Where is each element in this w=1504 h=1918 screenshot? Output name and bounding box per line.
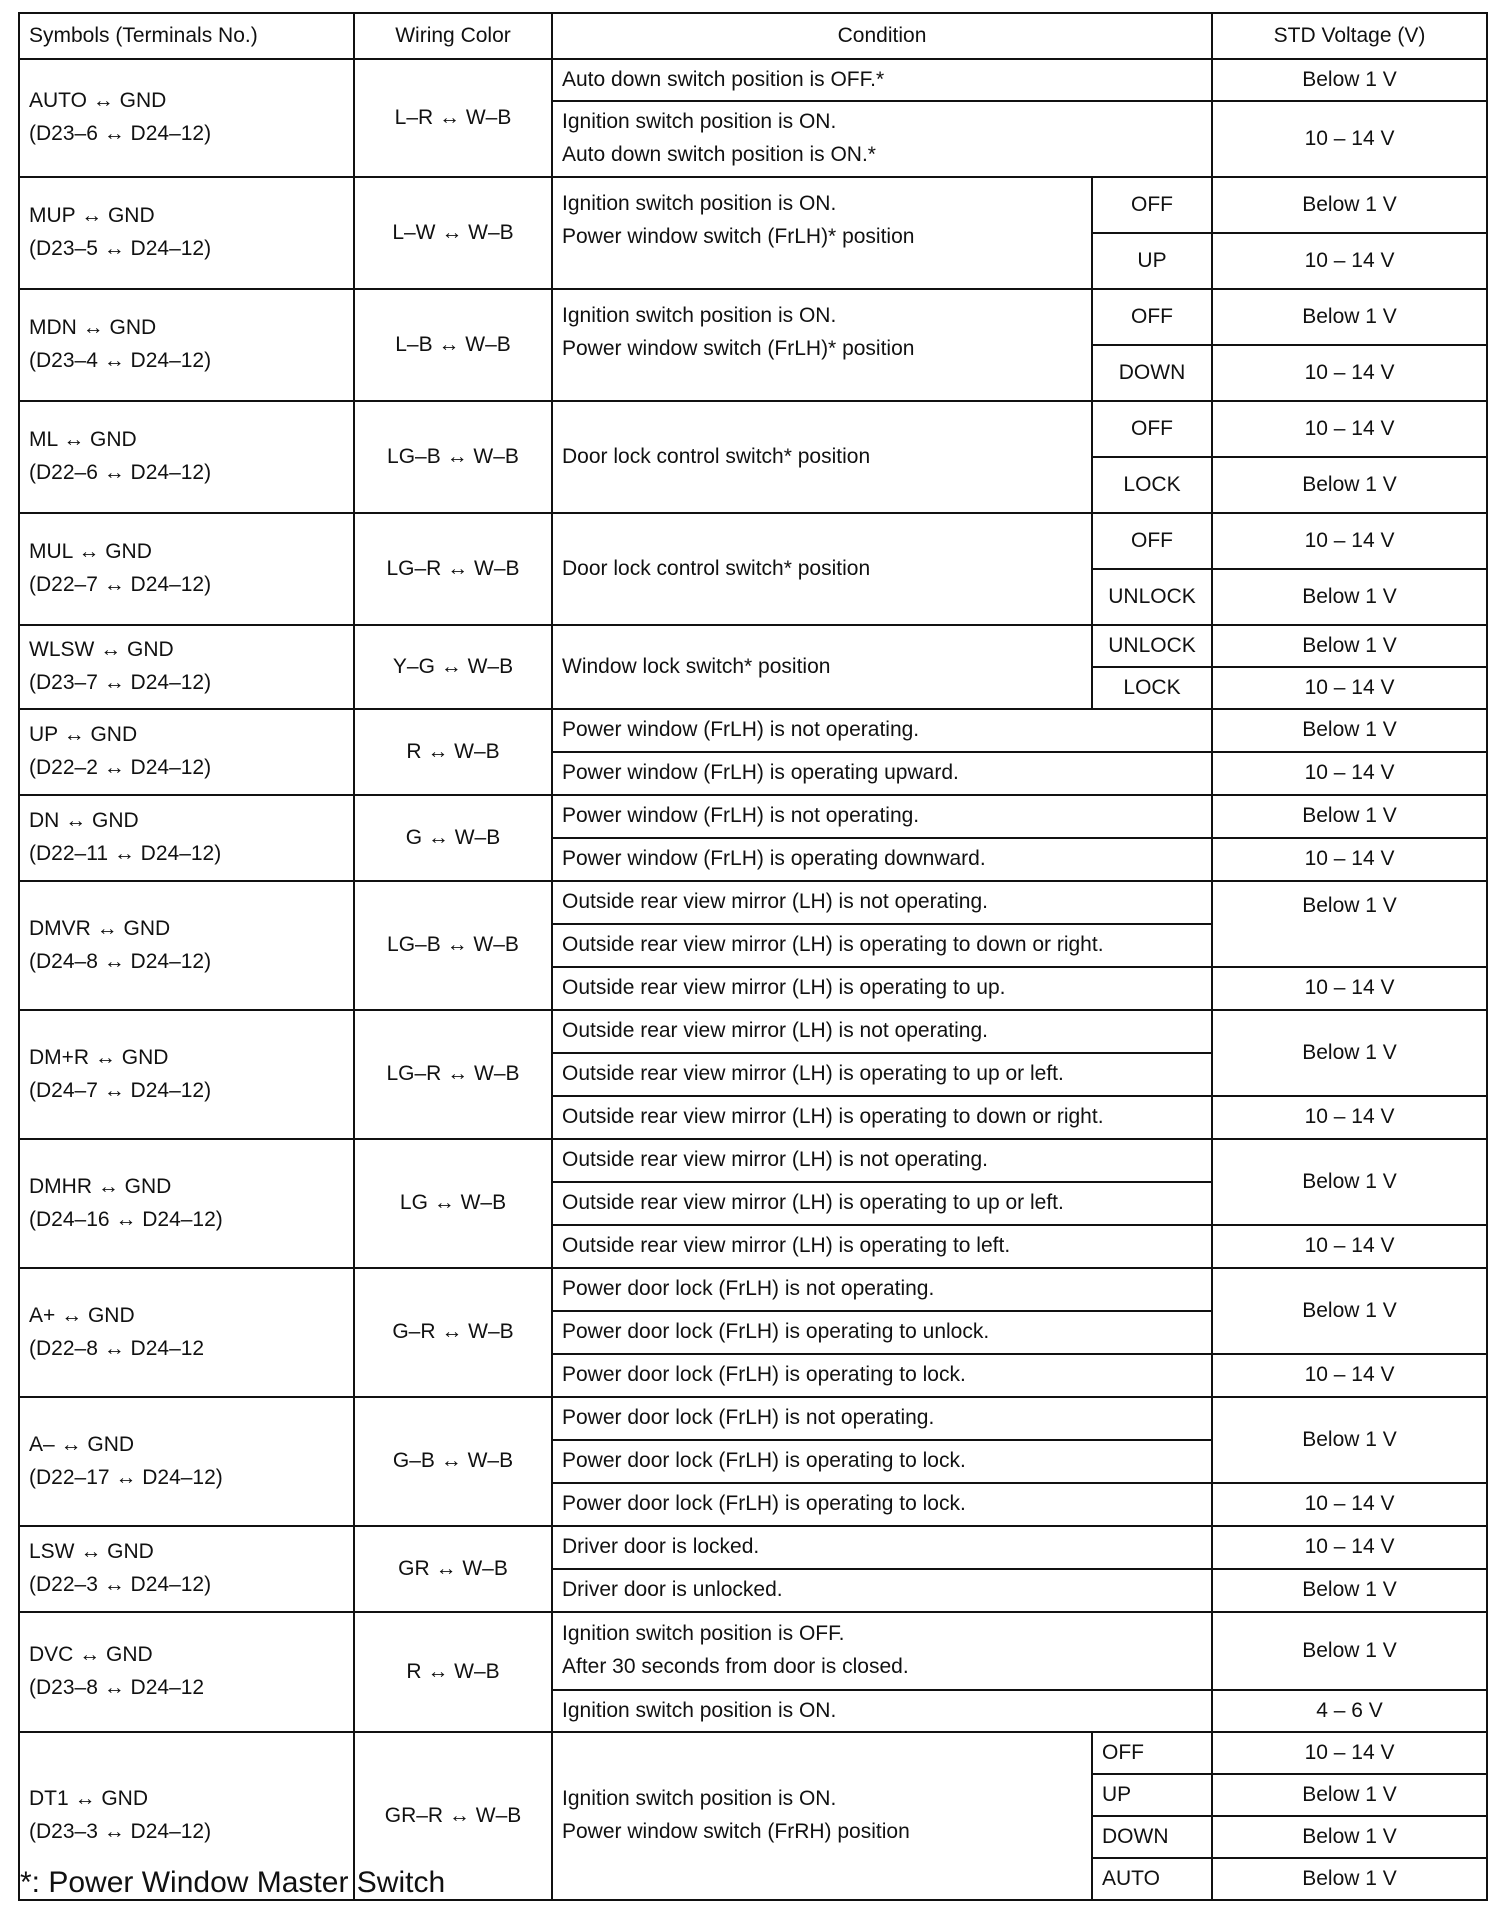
condition-cell: Driver door is unlocked. (552, 1569, 1212, 1612)
condition-cell: Power window (FrLH) is not operating. (552, 795, 1212, 838)
voltage-cell: 10 – 14 V (1212, 401, 1487, 457)
position-cell: DOWN (1092, 1816, 1212, 1858)
voltage-cell: Below 1 V (1212, 881, 1487, 967)
condition-cell: Outside rear view mirror (LH) is operating to up. (552, 967, 1212, 1010)
table-row (19, 177, 1487, 233)
voltage-cell: Below 1 V (1212, 1569, 1487, 1612)
table-row (19, 289, 1487, 345)
wiring-cell: R ↔ W–B (354, 709, 552, 795)
voltage-cell: Below 1 V (1212, 625, 1487, 667)
wiring-cell: LG ↔ W–B (354, 1139, 552, 1268)
wiring-cell: LG–R ↔ W–B (354, 513, 552, 625)
symbol-cell: AUTO ↔ GND (D23–6 ↔ D24–12) (19, 59, 354, 177)
header-condition: Condition (552, 13, 1212, 59)
voltage-cell: Below 1 V (1212, 1858, 1487, 1900)
position-cell: UP (1092, 1774, 1212, 1816)
condition-cell: Power door lock (FrLH) is operating to lock. (552, 1354, 1212, 1397)
condition-cell: Power door lock (FrLH) is operating to lock. (552, 1483, 1212, 1526)
table-row (19, 59, 1487, 101)
position-cell: UNLOCK (1092, 569, 1212, 625)
condition-cell: Outside rear view mirror (LH) is operating to up or left. (552, 1182, 1212, 1225)
voltage-cell: 10 – 14 V (1212, 1225, 1487, 1268)
voltage-cell: 10 – 14 V (1212, 752, 1487, 795)
voltage-cell: Below 1 V (1212, 795, 1487, 838)
position-cell: UP (1092, 233, 1212, 289)
wiring-cell: L–R ↔ W–B (354, 59, 552, 177)
voltage-cell: 10 – 14 V (1212, 101, 1487, 177)
voltage-cell: 4 – 6 V (1212, 1690, 1487, 1732)
symbol-cell: ML ↔ GND (D22–6 ↔ D24–12) (19, 401, 354, 513)
position-cell: UNLOCK (1092, 625, 1212, 667)
wiring-cell: G–B ↔ W–B (354, 1397, 552, 1526)
condition-cell: Outside rear view mirror (LH) is operating to down or right. (552, 1096, 1212, 1139)
condition-cell: Outside rear view mirror (LH) is not operating. (552, 1139, 1212, 1182)
voltage-cell: 10 – 14 V (1212, 233, 1487, 289)
table-row (19, 795, 1487, 838)
voltage-cell: Below 1 V (1212, 709, 1487, 752)
symbol-cell: UP ↔ GND (D22–2 ↔ D24–12) (19, 709, 354, 795)
voltage-cell: Below 1 V (1212, 1397, 1487, 1483)
condition-cell: Auto down switch position is OFF.* (552, 59, 1212, 101)
header-row (19, 13, 1487, 59)
voltage-cell: 10 – 14 V (1212, 1732, 1487, 1774)
condition-cell: Door lock control switch* position (552, 401, 1092, 513)
symbol-cell: DMHR ↔ GND (D24–16 ↔ D24–12) (19, 1139, 354, 1268)
header-symbols: Symbols (Terminals No.) (19, 13, 354, 59)
wiring-cell: LG–B ↔ W–B (354, 881, 552, 1010)
table-row (19, 1268, 1487, 1311)
voltage-cell: Below 1 V (1212, 1268, 1487, 1354)
symbol-cell: DMVR ↔ GND (D24–8 ↔ D24–12) (19, 881, 354, 1010)
voltage-cell: Below 1 V (1212, 457, 1487, 513)
condition-cell: Ignition switch position is ON. Power window switch (FrLH)* position (552, 177, 1092, 289)
condition-cell: Outside rear view mirror (LH) is operating to down or right. (552, 924, 1212, 967)
footnote: *: Power Window Master Switch (20, 1866, 446, 1899)
table-row (19, 1732, 1487, 1774)
wiring-cell: GR ↔ W–B (354, 1526, 552, 1612)
voltage-cell: 10 – 14 V (1212, 1526, 1487, 1569)
wiring-cell: R ↔ W–B (354, 1612, 552, 1732)
symbol-cell: A– ↔ GND (D22–17 ↔ D24–12) (19, 1397, 354, 1526)
symbol-cell: MUL ↔ GND (D22–7 ↔ D24–12) (19, 513, 354, 625)
position-cell: OFF (1092, 1732, 1212, 1774)
condition-cell: Ignition switch position is ON. Auto down switch position is ON.* (552, 101, 1212, 177)
condition-cell: Power door lock (FrLH) is operating to unlock. (552, 1311, 1212, 1354)
header-std-voltage: STD Voltage (V) (1212, 13, 1487, 59)
wiring-cell: L–B ↔ W–B (354, 289, 552, 401)
symbol-cell: DN ↔ GND (D22–11 ↔ D24–12) (19, 795, 354, 881)
condition-cell: Ignition switch position is ON. (552, 1690, 1212, 1732)
symbol-cell: MUP ↔ GND (D23–5 ↔ D24–12) (19, 177, 354, 289)
position-cell: OFF (1092, 513, 1212, 569)
condition-cell: Power door lock (FrLH) is operating to lock. (552, 1440, 1212, 1483)
symbol-cell: DT1 ↔ GND (D23–3 ↔ D24–12) (19, 1732, 354, 1900)
condition-cell: Ignition switch position is OFF. After 30 seconds from door is closed. (552, 1612, 1212, 1690)
condition-cell: Power door lock (FrLH) is not operating. (552, 1397, 1212, 1440)
table-row (19, 709, 1487, 752)
symbol-cell: A+ ↔ GND (D22–8 ↔ D24–12 (19, 1268, 354, 1397)
table-row (19, 401, 1487, 457)
voltage-cell: 10 – 14 V (1212, 1483, 1487, 1526)
table-row (19, 1612, 1487, 1690)
position-cell: DOWN (1092, 345, 1212, 401)
condition-cell: Outside rear view mirror (LH) is operating to left. (552, 1225, 1212, 1268)
table-row (19, 1526, 1487, 1569)
voltage-cell: 10 – 14 V (1212, 1354, 1487, 1397)
symbol-cell: LSW ↔ GND (D22–3 ↔ D24–12) (19, 1526, 354, 1612)
voltage-cell: 10 – 14 V (1212, 967, 1487, 1010)
position-cell: OFF (1092, 177, 1212, 233)
condition-cell: Power window (FrLH) is operating downward. (552, 838, 1212, 881)
condition-cell: Ignition switch position is ON. Power window switch (FrLH)* position (552, 289, 1092, 401)
table-row (19, 1139, 1487, 1182)
symbol-cell: MDN ↔ GND (D23–4 ↔ D24–12) (19, 289, 354, 401)
wiring-cell: Y–G ↔ W–B (354, 625, 552, 709)
voltage-cell: Below 1 V (1212, 1816, 1487, 1858)
wiring-cell: GR–R ↔ W–B (354, 1732, 552, 1900)
position-cell: LOCK (1092, 457, 1212, 513)
terminal-voltage-table (18, 12, 1488, 1901)
symbol-cell: DM+R ↔ GND (D24–7 ↔ D24–12) (19, 1010, 354, 1139)
voltage-cell: Below 1 V (1212, 1139, 1487, 1225)
header-wiring-color: Wiring Color (354, 13, 552, 59)
voltage-cell: 10 – 14 V (1212, 838, 1487, 881)
wiring-cell: G–R ↔ W–B (354, 1268, 552, 1397)
condition-cell: Driver door is locked. (552, 1526, 1212, 1569)
voltage-cell: 10 – 14 V (1212, 345, 1487, 401)
condition-cell: Power door lock (FrLH) is not operating. (552, 1268, 1212, 1311)
condition-cell: Power window (FrLH) is operating upward. (552, 752, 1212, 795)
wiring-cell: LG–R ↔ W–B (354, 1010, 552, 1139)
voltage-cell: Below 1 V (1212, 1010, 1487, 1096)
table-row (19, 513, 1487, 569)
wiring-cell: L–W ↔ W–B (354, 177, 552, 289)
position-cell: OFF (1092, 289, 1212, 345)
wiring-cell: G ↔ W–B (354, 795, 552, 881)
condition-cell: Outside rear view mirror (LH) is not operating. (552, 1010, 1212, 1053)
voltage-cell: Below 1 V (1212, 569, 1487, 625)
condition-cell: Door lock control switch* position (552, 513, 1092, 625)
voltage-cell: Below 1 V (1212, 289, 1487, 345)
position-cell: AUTO (1092, 1858, 1212, 1900)
position-cell: LOCK (1092, 667, 1212, 709)
table-row (19, 881, 1487, 924)
voltage-cell: 10 – 14 V (1212, 1096, 1487, 1139)
condition-cell: Window lock switch* position (552, 625, 1092, 709)
voltage-cell: Below 1 V (1212, 1612, 1487, 1690)
table-row (19, 1010, 1487, 1053)
wiring-cell: LG–B ↔ W–B (354, 401, 552, 513)
condition-cell: Ignition switch position is ON. Power window switch (FrRH) position (552, 1732, 1092, 1900)
symbol-cell: WLSW ↔ GND (D23–7 ↔ D24–12) (19, 625, 354, 709)
voltage-cell: Below 1 V (1212, 59, 1487, 101)
table-row (19, 625, 1487, 667)
voltage-cell: 10 – 14 V (1212, 667, 1487, 709)
table-row (19, 1397, 1487, 1440)
condition-cell: Outside rear view mirror (LH) is operating to up or left. (552, 1053, 1212, 1096)
position-cell: OFF (1092, 401, 1212, 457)
condition-cell: Outside rear view mirror (LH) is not operating. (552, 881, 1212, 924)
symbol-cell: DVC ↔ GND (D23–8 ↔ D24–12 (19, 1612, 354, 1732)
voltage-cell: Below 1 V (1212, 177, 1487, 233)
condition-cell: Power window (FrLH) is not operating. (552, 709, 1212, 752)
voltage-cell: 10 – 14 V (1212, 513, 1487, 569)
voltage-cell: Below 1 V (1212, 1774, 1487, 1816)
